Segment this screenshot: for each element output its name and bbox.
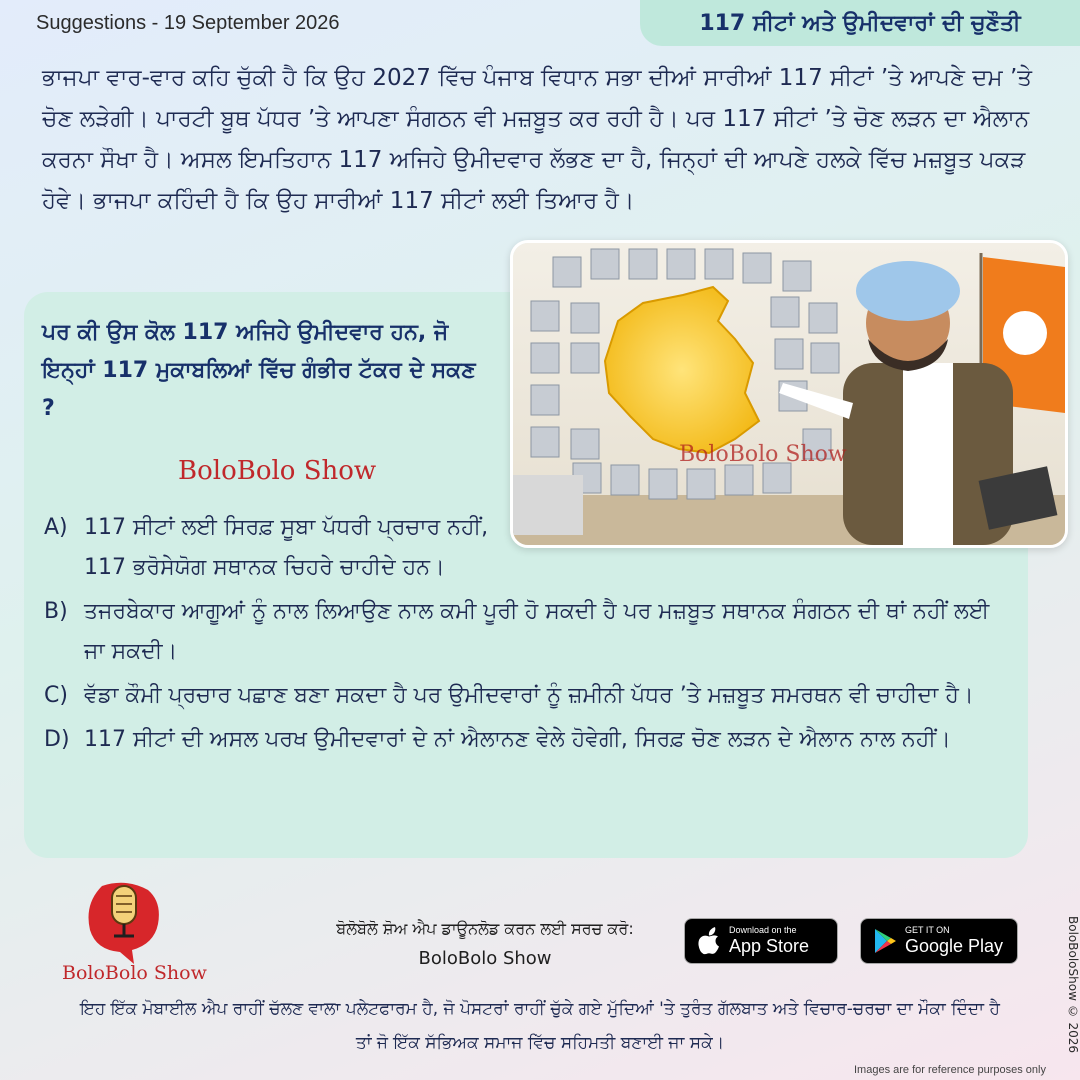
brand-logo-text: BoloBolo Show xyxy=(62,962,207,984)
option-b[interactable] xyxy=(44,592,1004,672)
app-store-button[interactable] xyxy=(684,918,838,964)
option-c[interactable] xyxy=(44,676,1004,716)
google-play-small-text: GET IT ON xyxy=(905,925,950,935)
reference-note: Images are for reference purposes only xyxy=(854,1064,1046,1076)
option-text: 117 ਸੀਟਾਂ ਦੀ ਅਸਲ ਪਰਖ ਉਮੀਦਵਾਰਾਂ ਦੇ ਨਾਂ ਐਲਾਨਣ ਵੇਲੇ ਹੋਵੇਗੀ, ਸਿਰਫ਼ ਚੋਣ ਲੜਨ ਦੇ ਐਲਾਨ ਨਾਲ ਨਹੀਂ। xyxy=(84,727,951,752)
date-label: Suggestions - 19 September 2026 xyxy=(36,12,340,34)
option-a[interactable] xyxy=(44,508,1004,588)
option-letter: C) xyxy=(44,683,68,708)
app-search-hint xyxy=(290,914,680,974)
apple-icon xyxy=(697,927,721,955)
microphone-speech-bubble-icon xyxy=(62,880,202,970)
option-text: ਵੱਡਾ ਕੌਮੀ ਪ੍ਰਚਾਰ ਪਛਾਣ ਬਣਾ ਸਕਦਾ ਹੈ ਪਰ ਉਮੀਦਵਾਰਾਂ ਨੂੰ ਜ਼ਮੀਨੀ ਪੱਧਰ ’ਤੇ ਮਜ਼ਬੂਤ ਸਮਰਥਨ ਵੀ ਚਾਹੀਦਾ ਹੈ। xyxy=(84,683,974,708)
option-d[interactable] xyxy=(44,720,1004,760)
copyright: BoloBoloShow © 2026 xyxy=(1066,916,1080,1054)
intro-paragraph: ਭਾਜਪਾ ਵਾਰ-ਵਾਰ ਕਹਿ ਚੁੱਕੀ ਹੈ ਕਿ ਉਹ 2027 ਵਿੱਚ ਪੰਜਾਬ ਵਿਧਾਨ ਸਭਾ ਦੀਆਂ ਸਾਰੀਆਂ 117 ਸੀਟਾਂ ’ਤੇ ਆਪਣੇ ਦਮ ’ਤੇ ਚੋਣ ਲੜੇਗੀ। ਪਾਰਟੀ ਬੂਥ ਪੱਧਰ ’ਤੇ ਆਪਣਾ ਸੰਗਠਨ ਵੀ ਮਜ਼ਬੂਤ ਕਰ ਰਹੀ ਹੈ। ਪਰ 117 ਸੀਟਾਂ ’ਤੇ ਚੋਣ ਲੜਨ ਦਾ ਐਲਾਨ ਕਰਨਾ ਸੌਖਾ ਹੈ। ਅਸਲ ਇਮਤਿਹਾਨ 117 ਅਜਿਹੇ ਉਮੀਦਵਾਰ ਲੱਭਣ ਦਾ ਹੈ, ਜਿਨ੍ਹਾਂ ਦੀ ਆਪਣੇ ਹਲਕੇ ਵਿੱਚ ਮਜ਼ਬੂਤ ਪਕੜ ਹੋਵੇ। ਭਾਜਪਾ ਕਹਿੰਦੀ ਹੈ ਕਿ ਉਹ ਸਾਰੀਆਂ 117 ਸੀਟਾਂ ਲਈ ਤਿਆਰ ਹੈ। xyxy=(42,65,1033,214)
search-hint-text: ਬੋਲੋਬੋਲੋ ਸ਼ੋਅ ਐਪ ਡਾਊਨਲੋਡ ਕਰਨ ਲਈ ਸਰਚ ਕਰੋ: xyxy=(336,919,634,938)
option-text: ਤਜਰਬੇਕਾਰ ਆਗੂਆਂ ਨੂੰ ਨਾਲ ਲਿਆਉਣ ਨਾਲ ਕਮੀ ਪੂਰੀ ਹੋ ਸਕਦੀ ਹੈ ਪਰ ਮਜ਼ਬੂਤ ਸਥਾਨਕ ਸੰਗਠਨ ਦੀ ਥਾਂ ਨਹੀਂ ਲਈ ਜਾ ਸਕਦੀ। xyxy=(84,599,990,664)
option-letter: B) xyxy=(44,599,68,624)
option-letter: D) xyxy=(44,727,70,752)
option-letter: A) xyxy=(44,515,68,540)
answer-options xyxy=(44,508,1004,764)
google-play-button[interactable] xyxy=(860,918,1018,964)
option-text: 117 ਸੀਟਾਂ ਲਈ ਸਿਰਫ਼ ਸੂਬਾ ਪੱਧਰੀ ਪ੍ਰਚਾਰ ਨਹੀਂ, 117 ਭਰੋਸੇਯੋਗ ਸਥਾਨਕ ਚਿਹਰੇ ਚਾਹੀਦੇ ਹਨ। xyxy=(84,515,489,580)
brand-watermark: BoloBolo Show xyxy=(178,456,377,486)
google-play-big-text: Google Play xyxy=(905,936,1004,956)
disclaimer-text: ਇਹ ਇੱਕ ਮੋਬਾਈਲ ਐਪ ਰਾਹੀਂ ਚੱਲਣ ਵਾਲਾ ਪਲੇਟਫਾਰਮ ਹੈ, ਜੋ ਪੋਸਟਰਾਂ ਰਾਹੀਂ ਚੁੱਕੇ ਗਏ ਮੁੱਦਿਆਂ 'ਤੇ ਤੁਰੰਤ ਗੱਲਬਾਤ ਅਤੇ ਵਿਚਾਰ-ਚਰਚਾ ਦਾ ਮੌਕਾ ਦਿੰਦਾ ਹੈ ਤਾਂ ਜੋ ਇੱਕ ਸੱਭਿਅਕ ਸਮਾਜ ਵਿੱਚ ਸਹਿਮਤੀ ਬਣਾਈ ਜਾ ਸਕੇ। xyxy=(80,999,1000,1053)
image-watermark: BoloBolo Show xyxy=(679,442,847,467)
question-text: ਪਰ ਕੀ ਉਸ ਕੋਲ 117 ਅਜਿਹੇ ਉਮੀਦਵਾਰ ਹਨ, ਜੋ ਇਨ੍ਹਾਂ 117 ਮੁਕਾਬਲਿਆਂ ਵਿੱਚ ਗੰਭੀਰ ਟੱਕਰ ਦੇ ਸਕਣ ? xyxy=(42,320,476,421)
google-play-icon xyxy=(873,928,897,954)
page-title: 117 ਸੀਟਾਂ ਅਤੇ ਉਮੀਦਵਾਰਾਂ ਦੀ ਚੁਣੌਤੀ xyxy=(640,0,1080,46)
app-store-small-text: Download on the xyxy=(729,925,797,935)
illustration xyxy=(510,240,1068,548)
illustration-scene xyxy=(513,243,1065,545)
app-store-big-text: App Store xyxy=(729,936,810,956)
app-name: BoloBolo Show xyxy=(418,948,552,969)
